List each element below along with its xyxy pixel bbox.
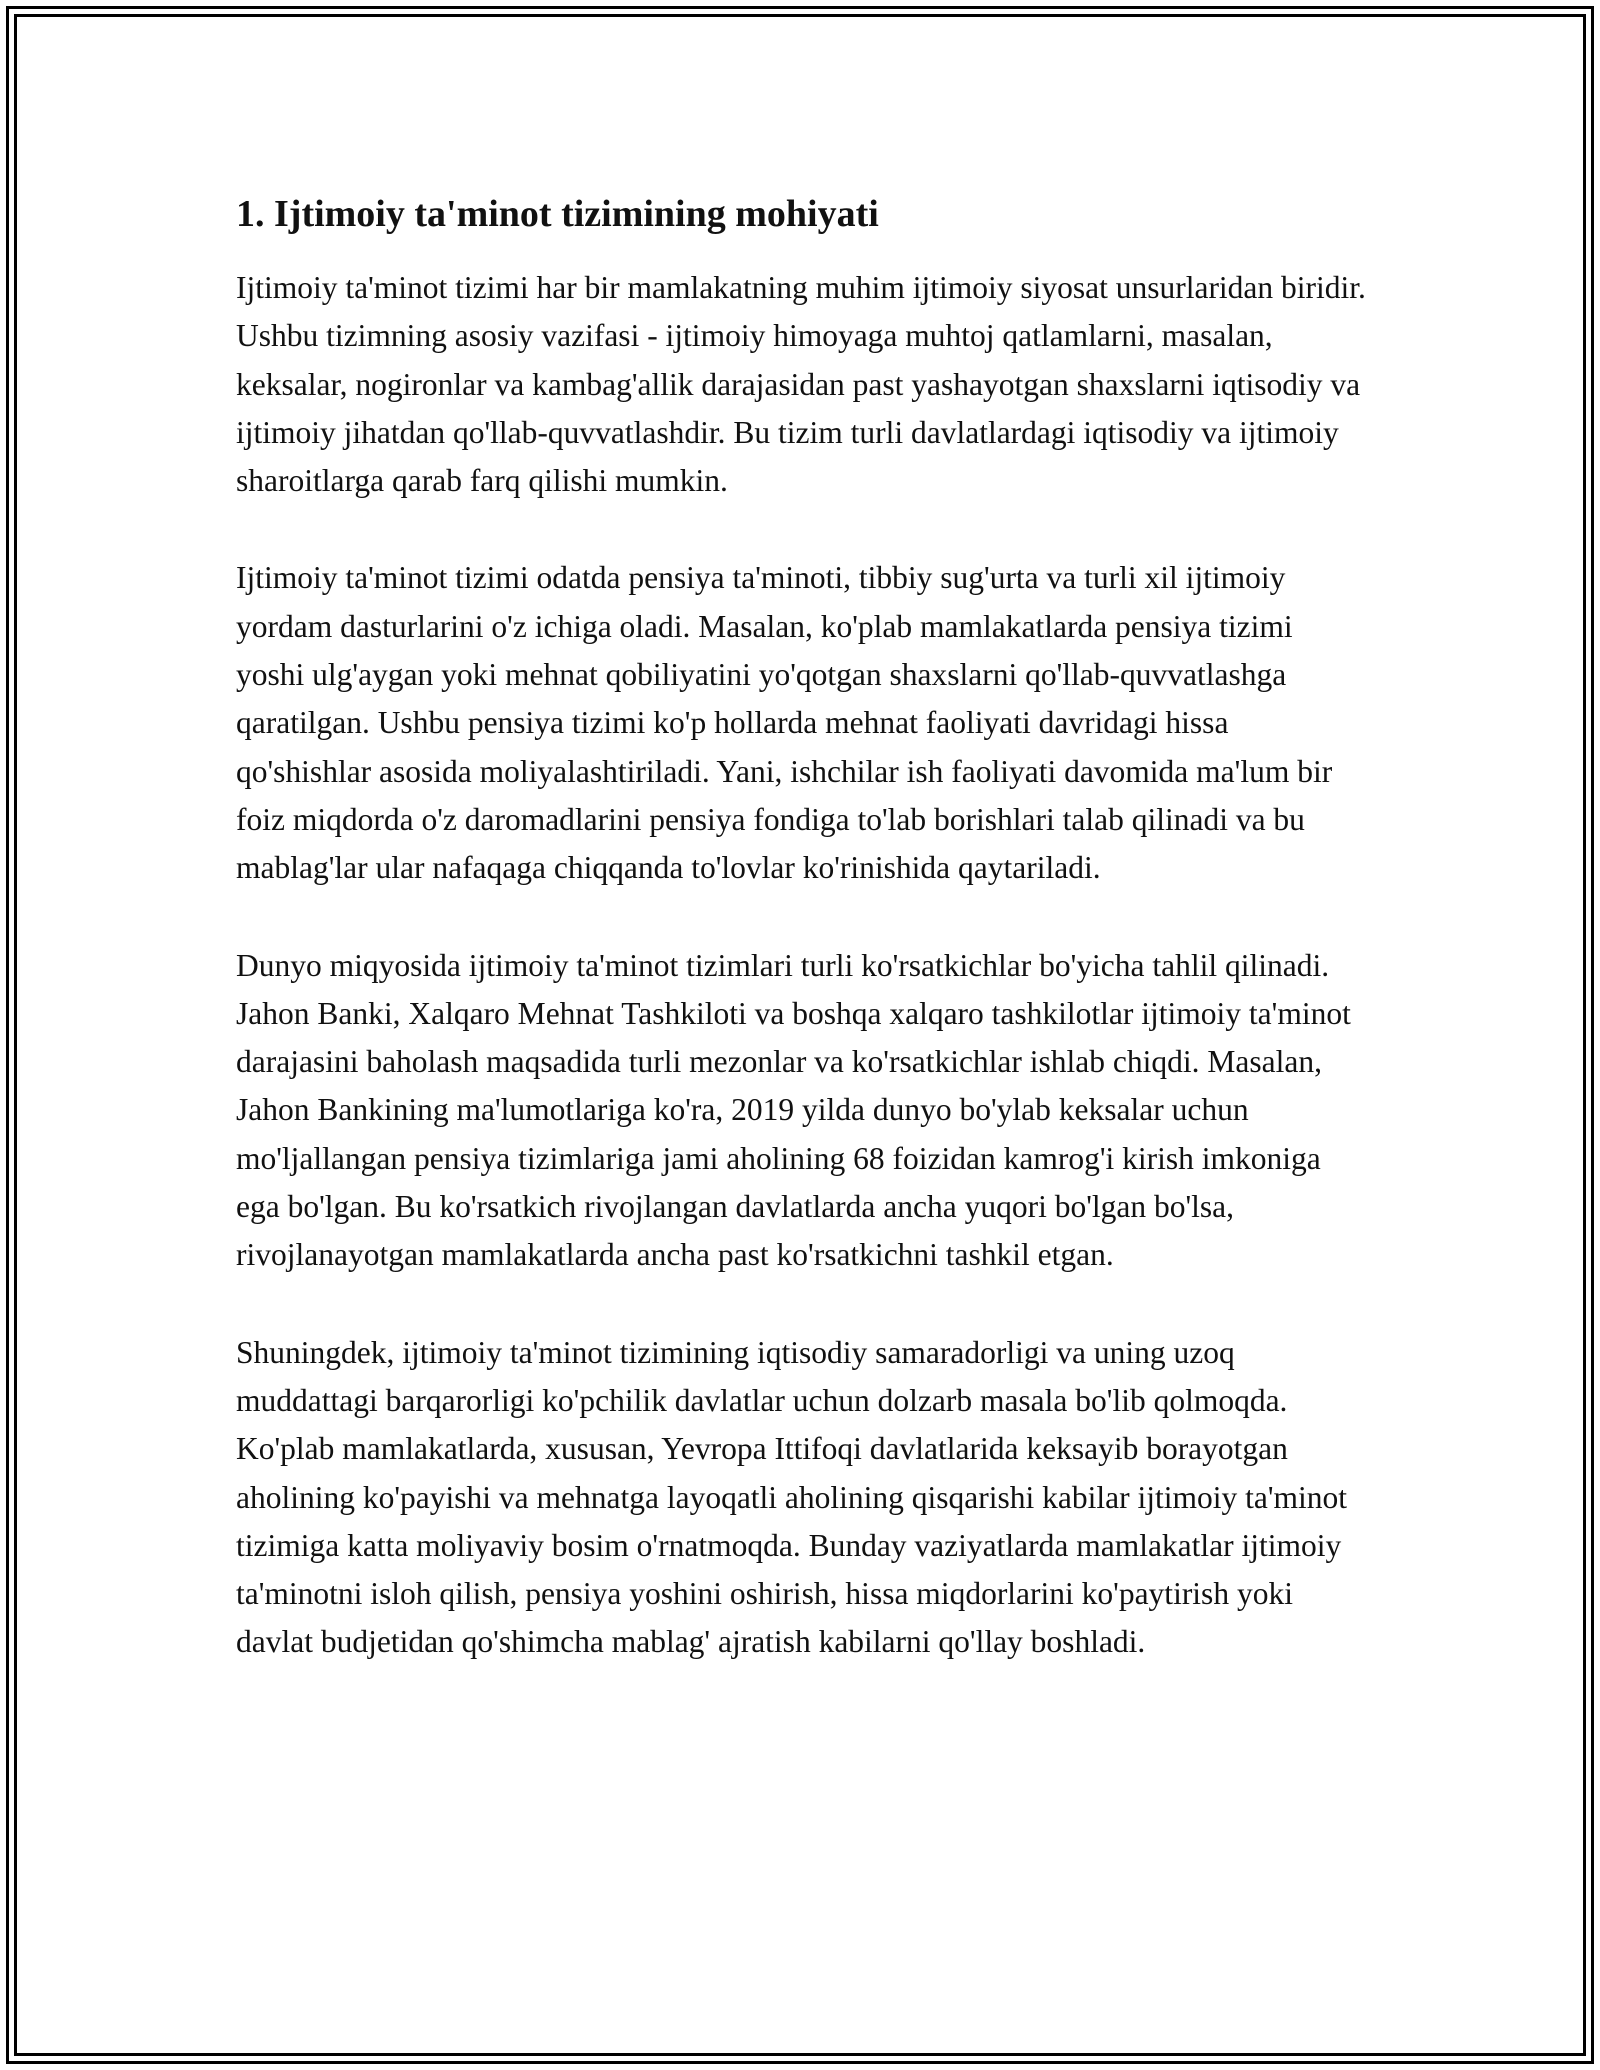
paragraph-3: Dunyo miqyosida ijtimoiy ta'minot tizimlari turli ko'rsatkichlar bo'yicha tahlil qilinadi. Jahon Banki, Xalqaro Mehnat Tashkiloti va boshqa xalqaro tashkilotlar ijtimoiy ta'minot darajasini baholash maqsadida turli mezonlar va ko'rsatkichlar ishlab chiqdi. Masalan, Jahon Bankining ma'lumotlariga ko'ra, 2019 yilda dunyo bo'ylab keksalar uchun mo'ljallangan pensiya tizimlariga jami aholining 68 foizidan kamrog'i kirish imkoniga ega bo'lgan. Bu ko'rsatkich rivojlangan davlatlarda ancha yuqori bo'lgan bo'lsa, rivojlanayotgan mamlakatlarda ancha past ko'rsatkichni tashkil etgan. bbox=[236, 947, 1351, 1273]
paragraph-2: Ijtimoiy ta'minot tizimi odatda pensiya ta'minoti, tibbiy sug'urta va turli xil ijtimoiy yordam dasturlarini o'z ichiga oladi. Masalan, ko'plab mamlakatlarda pensiya tizimi yoshi ulg'aygan yoki mehnat qobiliyatini yo'qotgan shaxslarni qo'llab-quvvatlashga qaratilgan. Ushbu pensiya tizimi ko'p hollarda mehnat faoliyati davridagi hissa qo'shishlar asosida moliyalashtiriladi. Yani, ishchilar ish faoliyati davomida ma'lum bir foiz miqdorda o'z daromadlarini pensiya fondiga to'lab borishlari talab qilinadi va bu mablag'lar ular nafaqaga chiqqanda to'lovlar ko'rinishida qaytariladi. bbox=[236, 560, 1333, 886]
paragraph-4: Shuningdek, ijtimoiy ta'minot tizimining iqtisodiy samaradorligi va uning uzoq muddattagi barqarorligi ko'pchilik davlatlar uchun dolzarb masala bo'lib qolmoqda. Ko'plab mamlakatlarda, xususan, Yevropa Ittifoqi davlatlarida keksayib borayotgan aholining ko'payishi va mehnatga layoqatli aholining qisqarishi kabilar ijtimoiy ta'minot tizimiga katta moliyaviy bosim o'rnatmoqda. Bunday vaziyatlarda mamlakatlar ijtimoiy ta'minotni isloh qilish, pensiya yoshini oshirish, hissa miqdorlarini ko'paytirish yoki davlat budjetidan qo'shimcha mablag' ajratish kabilarni qo'llay boshladi. bbox=[236, 1334, 1348, 1660]
section-title: 1. Ijtimoiy ta'minot tizimining mohiyati bbox=[236, 193, 879, 235]
paragraph-1: Ijtimoiy ta'minot tizimi har bir mamlakatning muhim ijtimoiy siyosat unsurlaridan biridir. Ushbu tizimning asosiy vazifasi - ijtimoiy himoyaga muhtoj qatlamlarni, masalan, keksalar, nogironlar va kambag'allik darajasidan past yashayotgan shaxslarni iqtisodiy va ijtimoiy jihatdan qo'llab-quvvatlashdir. Bu tizim turli davlatlardagi iqtisodiy va ijtimoiy sharoitlarga qarab farq qilishi mumkin. bbox=[236, 270, 1366, 499]
document-body bbox=[236, 188, 1366, 1716]
